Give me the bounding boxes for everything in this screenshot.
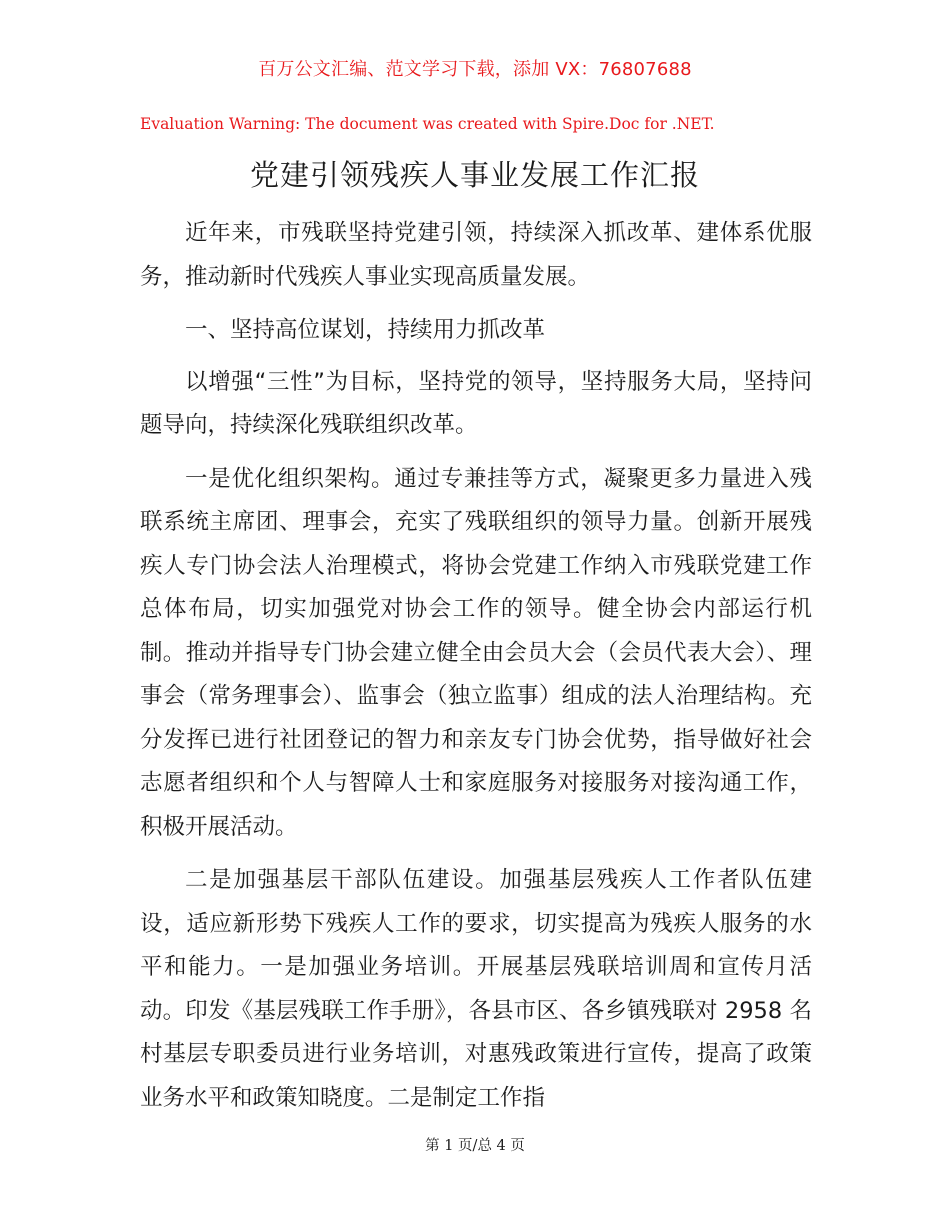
organization-structure-paragraph: 一是优化组织架构。通过专兼挂等方式，凝聚更多力量进入残联系统主席团、理事会，充实了残联组织的领导力量。创新开展残疾人专门协会法人治理模式，将协会党建工作纳入市残联党建工作总体布局，切实加强党对协会工作的领导。健全协会内部运行机制。推动并指导专门协会建立健全由会员大会（会员代表大会）、理事会（常务理事会）、监事会（独立监事）组成的法人治理结构。充分发挥已进行社团登记的智力和亲友专门协会优势，指导做好社会志愿者组织和个人与智障人士和家庭服务对接服务对接沟通工作，积极开展活动。 — [140, 465, 812, 840]
promo-header: 百万公文汇编、范文学习下载，添加 VX：76807688 — [258, 59, 692, 80]
evaluation-warning: Evaluation Warning: The document was created with Spire.Doc for .NET. — [140, 115, 715, 133]
intro-paragraph: 近年来，市残联坚持党建引领，持续深入抓改革、建体系优服务，推动新时代残疾人事业实现高质量发展。 — [140, 220, 812, 290]
section-summary-paragraph: 以增强“三性”为目标，坚持党的领导，坚持服务大局，坚持问题导向，持续深化残联组织改革。 — [140, 368, 812, 438]
document-body — [140, 212, 812, 1130]
page-number-footer: 第 1 页/总 4 页 — [425, 1138, 525, 1154]
section-heading: 一、坚持高位谋划，持续用力抓改革 — [185, 317, 546, 343]
document-title: 党建引领残疾人事业发展工作汇报 — [249, 158, 700, 192]
cadre-team-paragraph: 二是加强基层干部队伍建设。加强基层残疾人工作者队伍建设，适应新形势下残疾人工作的要求，切实提高为残疾人服务的水平和能力。一是加强业务培训。开展基层残联培训周和宣传月活动。印发《基层残联工作手册》，各县市区、各乡镇残联对 2958 名村基层专职委员进行业务培训，对惠残政策进行宣传，提高了政策业务水平和政策知晓度。二是制定工作指 — [140, 867, 812, 1111]
